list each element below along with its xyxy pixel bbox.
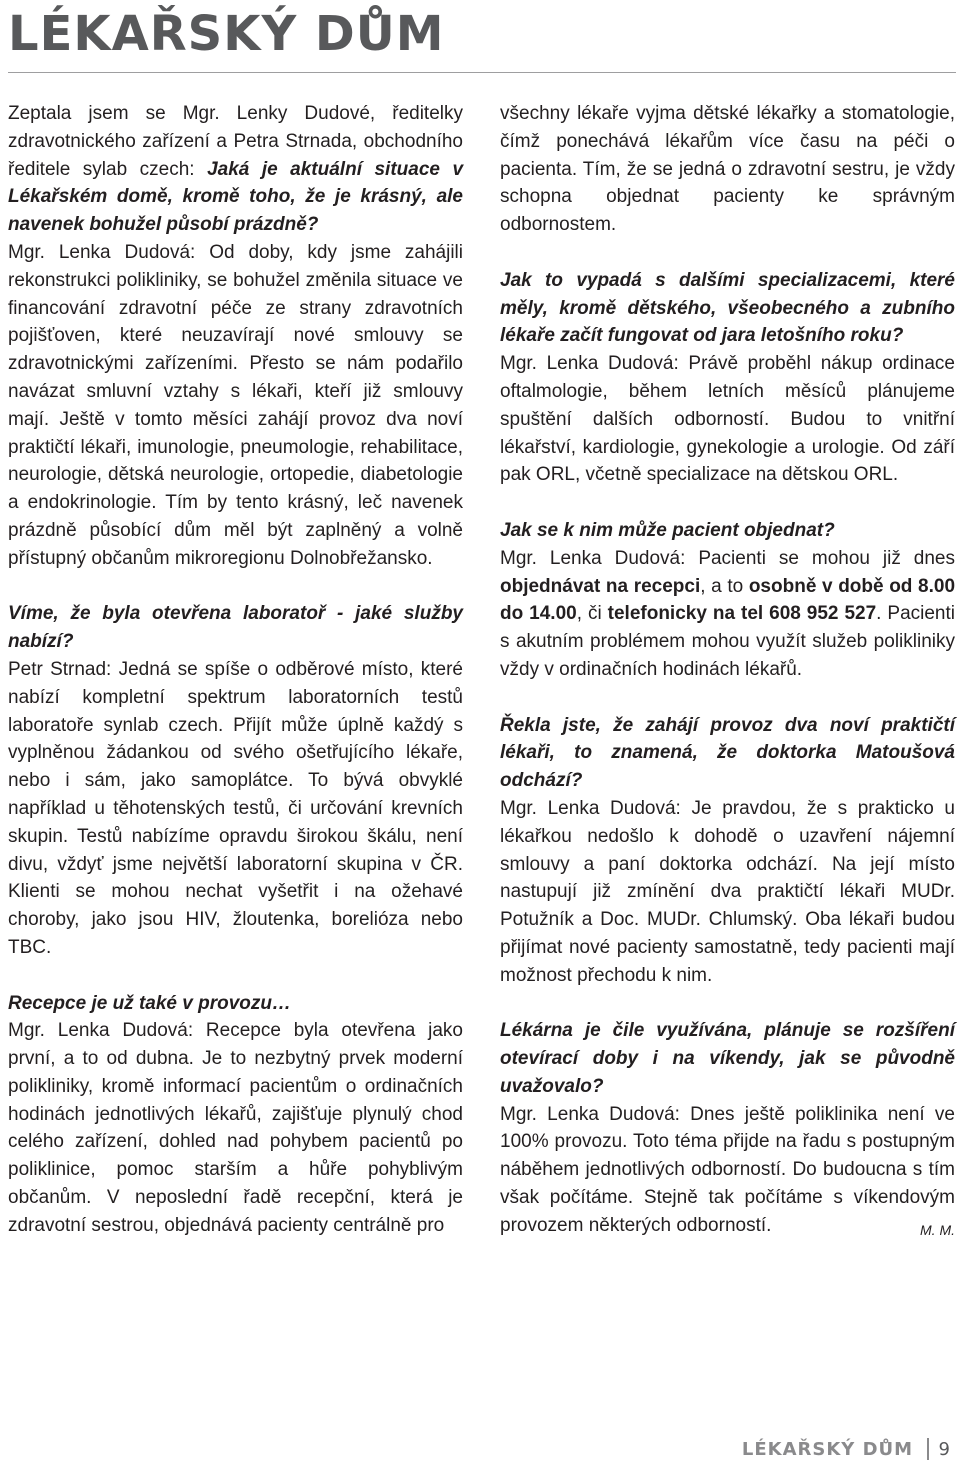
intro-question: Jaká je aktuální situace v Lékařském domě, kromě toho, že je krásný, ale navenek bohužel působí prázdně?	[8, 158, 464, 236]
answer-paragraph: Petr Strnad: Jedná se spíše o odběrové místo, které nabízí kompletní spektrum laboratorních testů laboratoře synlab czech. Přijít může úplně každý s vyplněnou žádankou od svého ošetřujícího lékaře, nebo i sám, jako samoplátce. To bývá obvyklé například u těhotenských testů, či určování krevních skupin. Testů nabízíme opravdu širokou škálu, není divu, vždyť jsme největší laboratorní skupina v ČR. Klienti se mohou nechat vyšetřit i na ožehavé choroby, jako jsou HIV, žloutenka, borelióza nebo TBC.	[8, 658, 463, 958]
intro-paragraph	[8, 100, 463, 239]
page-footer	[742, 1438, 950, 1460]
answer-paragraph	[500, 545, 955, 684]
question-heading: Jak to vypadá s dalšími specializacemi, které měly, kromě dětského, všeobecného a zubního lékaře začít fungovat od jara letošního roku?	[500, 269, 955, 347]
answer-paragraph: Mgr. Lenka Dudová: Od doby, kdy jsme zahájili rekonstrukci polikliniky, se bohužel změnila situace ve financování zdravotní péče ze strany zdravotních pojišťoven, které neuzavírají nové smlouvy se zdravotnickými zařízeními. Přesto se nám podařilo navázat smluvní vztahy s lékaři, kteří již smlouvy mají. Ještě v tomto měsíci zahájí provoz dva noví praktičtí lékaři, imunologie, pneumologie, rehabilitace, neurologie, dětská neurologie, ortopedie, diabetologie a endokrinologie. Tím by tento krásný, leč navenek prázdně působící dům měl být zaplněný a volně přístupný občanům mikroregionu Dolnobřežansko.	[8, 241, 463, 569]
answer-paragraph: Mgr. Lenka Dudová: Právě proběhl nákup ordinace oftalmologie, během letních měsíců plánujeme spuštění dalších odborností. Budou to vnitřní lékařství, kardiologie, gynekologie a urologie. Od září pak ORL, včetně specializace na dětskou ORL.	[500, 353, 955, 486]
answer-paragraph	[500, 1101, 955, 1240]
phone-emphasis: telefonicky na tel 608 952 527	[607, 603, 877, 625]
question-heading: Víme, že byla otevřena laboratoř - jaké služby nabízí?	[8, 603, 463, 653]
page-number: 9	[938, 1438, 950, 1460]
author-signature: M. M.	[920, 1221, 955, 1238]
answer-paragraph: Mgr. Lenka Dudová: Recepce byla otevřena jako první, a to od dubna. Je to nezbytný prvek moderní polikliniky, kromě informací pacientům o ordinačních hodinách jednotlivých lékařů, zajišťuje plynulý chod celého zařízení, dohled nad pohybem pacientů po poliklinice, pomoc starším a hůře pohyblivým občanům. V neposlední řadě recepční, která je zdravotní sestrou, objednává pacienty centrálně pro	[8, 1020, 463, 1236]
header-divider	[8, 72, 956, 73]
question-heading: Recepce je už také v provozu…	[8, 992, 291, 1014]
article-column-right	[500, 100, 955, 1245]
answer-text: . Pacienti s akutním problémem mohou využít služeb polikliniky vždy v ordinačních hodinách lékařů.	[500, 603, 955, 680]
question-heading: Řekla jste, že zahájí provoz dva noví praktičtí lékaři, to znamená, že doktorka Matoušová odchází?	[500, 714, 955, 792]
footer-divider	[927, 1438, 929, 1460]
page-header-title: LÉKAŘSKÝ DŮM	[8, 6, 445, 62]
question-heading: Lékárna je čile využívána, plánuje se rozšíření otevírací doby i na víkendy, jak se původně uvažovalo?	[500, 1020, 955, 1097]
answer-text: , či	[576, 603, 608, 625]
answer-paragraph: Mgr. Lenka Dudová: Je pravdou, že s prakticko u lékařkou nedošlo k dohodě o uzavření nájemní smlouvy a paní doktorka odchází. Na její místo nastupují již zmínění dva praktičtí lékaři MUDr. Potužník a Doc. MUDr. Chlumský. Oba lékaři budou přijímat nové pacienty samostatně, tedy pacienti mají možnost přechodu k nim.	[500, 797, 955, 986]
answer-text: , a to	[700, 575, 749, 597]
answer-text: Mgr. Lenka Dudová: Pacienti se mohou již dnes	[500, 547, 955, 569]
question-heading: Jak se k nim může pacient objednat?	[500, 519, 835, 541]
article-column-left	[8, 100, 463, 1240]
answer-paragraph: všechny lékaře vyjma dětské lékařky a stomatologie, čímž ponechává lékařům více času na péči o pacienta. Tím, že se jedná o zdravotní sestru, je vždy schopna objednat pacienty ke správným odbornostem.	[500, 103, 955, 236]
answer-text: Mgr. Lenka Dudová: Dnes ještě poliklinika není ve 100% provozu. Toto téma přijde na řadu s postupným náběhem jednotlivých odborností. Do budoucna s tím však počítáme. Stejně tak počítáme s víkendovým provozem některých odborností.	[500, 1103, 955, 1236]
hours-emphasis: osobně v době od 8.00 do 14.00	[500, 575, 956, 625]
intro-text: Zeptala jsem se Mgr. Lenky Dudové, ředitelky zdravotnického zařízení a Petra Strnada, obchodního ředitele sylab czech:	[8, 103, 463, 180]
recepce-emphasis: objednávat na recepci	[500, 575, 701, 597]
footer-title: LÉKAŘSKÝ DŮM	[741, 1438, 914, 1460]
